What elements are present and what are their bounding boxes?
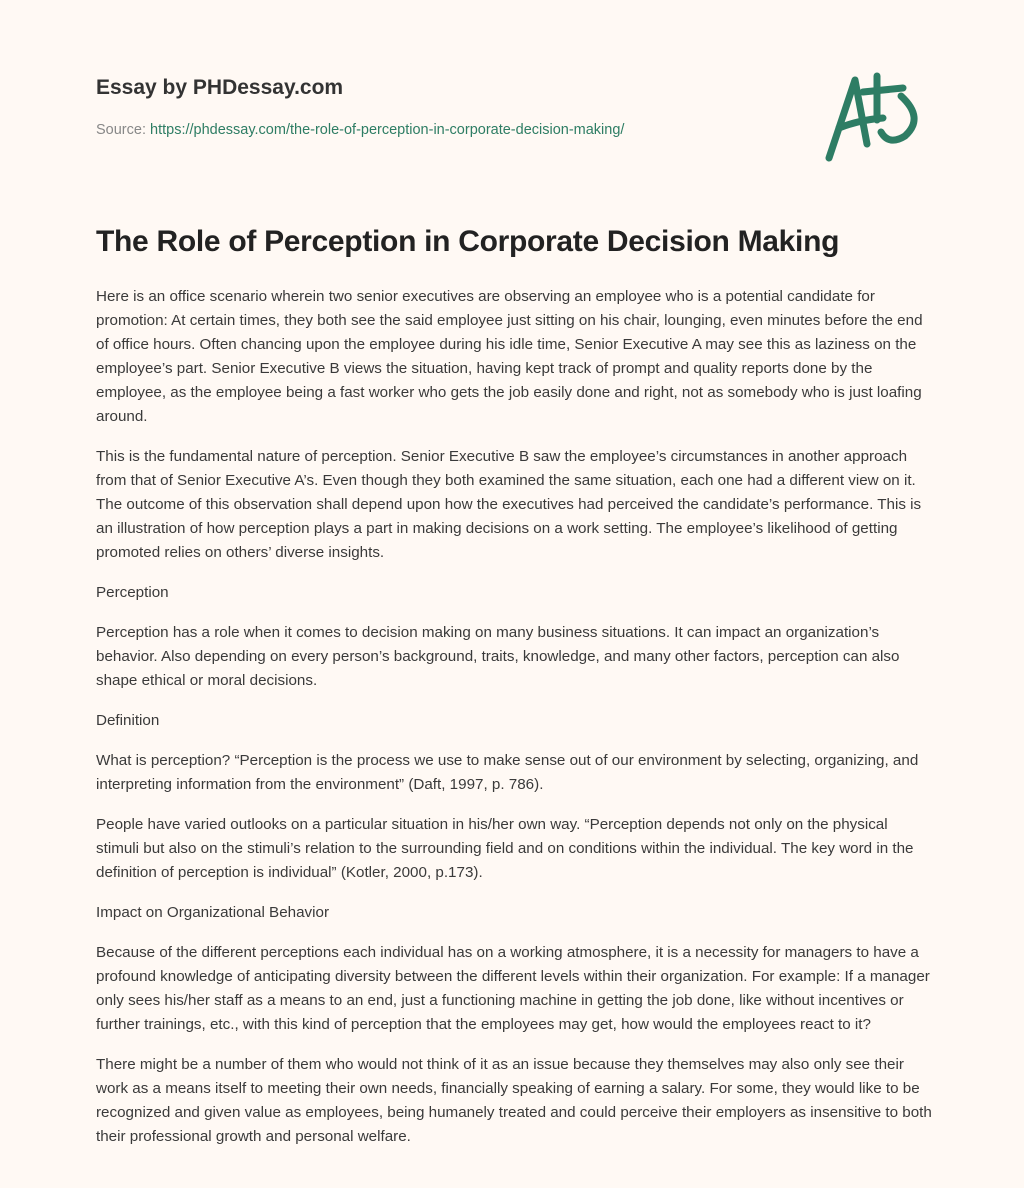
paragraph: People have varied outlooks on a particular situation in his/her own way. “Perception depends not only on the physical stimuli but also on the stimuli’s relation to the surrounding field and on conditions within the individual. The key word in the definition of perception is individual” (Kotler, 2000, p.173). [96, 816, 914, 881]
paragraph: Because of the different perceptions each individual has on a working atmosphere, it is a necessity for managers to have a profound knowledge of anticipating diversity between the different levels within their organization. For example: If a manager only sees his/her staff as a means to an end, just a functioning machine in getting the job done, like without incentives or further trainings, etc., with this kind of perception that the employees may get, how would the employees react to it? [96, 944, 930, 1033]
a-plus-logo-icon [815, 62, 935, 172]
paragraph: Here is an office scenario wherein two senior executives are observing an employee who is a potential candidate for promotion: At certain times, they both see the said employee just sitting on his chair, lounging, even minutes before the end of office hours. Often chancing upon the employee during his idle time, Senior Executive A may see this as laziness on the employee’s part. Senior Executive B views the situation, having kept track of prompt and quality reports done by the employee, as the employee being a fast worker who gets the job easily done and right, not as somebody who is just loafing around. [96, 288, 923, 425]
paragraph: Perception has a role when it comes to decision making on many business situations. It can impact an organization’s behavior. Also depending on every person’s background, traits, knowledge, and many other factors, perception can also shape ethical or moral decisions. [96, 624, 900, 689]
section-heading-definition: Definition [96, 712, 160, 729]
site-title: Essay by PHDessay.com [96, 76, 344, 99]
article-body [96, 285, 932, 1165]
article-title: The Role of Perception in Corporate Decision Making [96, 225, 840, 258]
source-line [96, 122, 928, 138]
paragraph: What is perception? “Perception is the process we use to make sense out of our environment by selecting, organizing, and interpreting information from the environment” (Daft, 1997, p. 786). [96, 752, 919, 793]
source-label: Source: [96, 122, 146, 138]
page-header [96, 76, 928, 138]
paragraph: There might be a number of them who would not think of it as an issue because they themselves may also only see their work as a means itself to meeting their own needs, financially speaking of earning a salary. For some, they would like to be recognized and given value as employees, being humanely treated and could perceive their employers as insensitive to both their professional growth and personal welfare. [96, 1056, 932, 1145]
section-heading-impact: Impact on Organizational Behavior [96, 904, 330, 921]
source-link[interactable]: https://phdessay.com/the-role-of-perception-in-corporate-decision-making/ [150, 122, 625, 138]
section-heading-perception: Perception [96, 584, 169, 601]
paragraph: This is the fundamental nature of perception. Senior Executive B saw the employee’s circumstances in another approach from that of Senior Executive A’s. Even though they both examined the same situation, each one had a different view on it. The outcome of this observation shall depend upon how the executives had perceived the candidate’s performance. This is an illustration of how perception plays a part in making decisions on a work setting. The employee’s likelihood of getting promoted relies on others’ diverse insights. [96, 448, 922, 561]
